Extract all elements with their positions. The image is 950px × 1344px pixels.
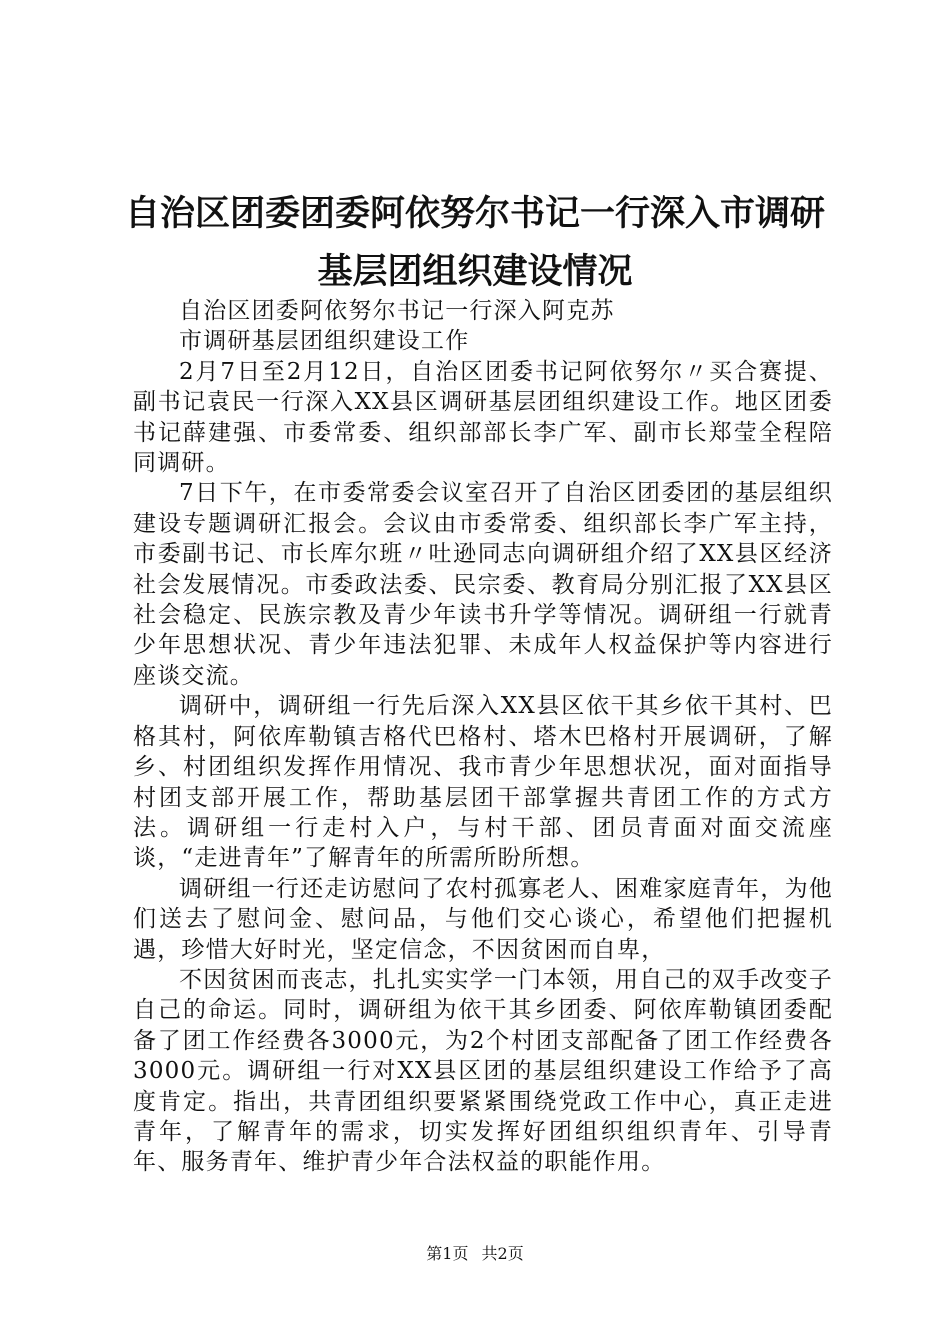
body-paragraph: 市调研基层团组织建设工作 [179, 328, 470, 355]
page-total: 共2页 [481, 1244, 524, 1263]
document-title-line-1: 自治区团委团委阿依努尔书记一行深入市调研 [124, 194, 825, 234]
page-number: 第1页 [426, 1244, 469, 1263]
page-footer [0, 1241, 950, 1264]
body-paragraph: 调研中，调研组一行先后深入XX县区依干其乡依干其村、巴格其村，阿依库勒镇吉格代巴格村、塔木巴格村开展调研，了解乡、村团组织发挥作用情况、我市青少年思想状况，面对面指导村团支部开展工作，帮助基层团干部掌握共青团工作的方式方法。调研组一行走村入户，与村干部、团员青面对面交流座谈，“走进青年”了解青年的所需所盼所想。 [133, 693, 833, 872]
body-paragraph: 自治区团委阿依努尔书记一行深入阿克苏 [179, 298, 615, 324]
document-title-line-2: 基层团组织建设情况 [317, 252, 633, 292]
body-paragraph: 不因贫困而丧志，扎扎实实学一门本领，用自己的双手改变子自己的命运。同时，调研组为依干其乡团委、阿依库勒镇团委配备了团工作经费各3000元，为2个村团支部配备了团工作经费各3000元。调研组一行对XX县区团的基层组织建设工作给予了高度肯定。指出，共青团组织要紧紧围绕党政工作中心，真正走进青年，了解青年的需求，切实发挥好团组织组织青年、引导青年、服务青年、维护青少年合法权益的职能作用。 [133, 966, 833, 1176]
document-body [133, 296, 833, 1178]
body-paragraph: 调研组一行还走访慰问了农村孤寡老人、困难家庭青年，为他们送去了慰问金、慰问品，与他们交心谈心，希望他们把握机遇，珍惜大好时光，坚定信念，不因贫困而自卑， [133, 875, 833, 963]
body-paragraph: 2月7日至2月12日，自治区团委书记阿依努尔〃买合赛提、副书记袁民一行深入XX县区调研基层团组织建设工作。地区团委书记薛建强、市委常委、组织部部长李广军、副市长郑莹全程陪同调研。 [133, 358, 833, 477]
body-paragraph: 7日下午，在市委常委会议室召开了自治区团委团的基层组织建设专题调研汇报会。会议由市委常委、组织部长李广军主持，市委副书记、市长库尔班〃吐逊同志向调研组介绍了XX县区经济社会发展情况。市委政法委、民宗委、教育局分别汇报了XX县区社会稳定、民族宗教及青少年读书升学等情况。调研组一行就青少年思想状况、青少年违法犯罪、未成年人权益保护等内容进行座谈交流。 [133, 480, 833, 689]
